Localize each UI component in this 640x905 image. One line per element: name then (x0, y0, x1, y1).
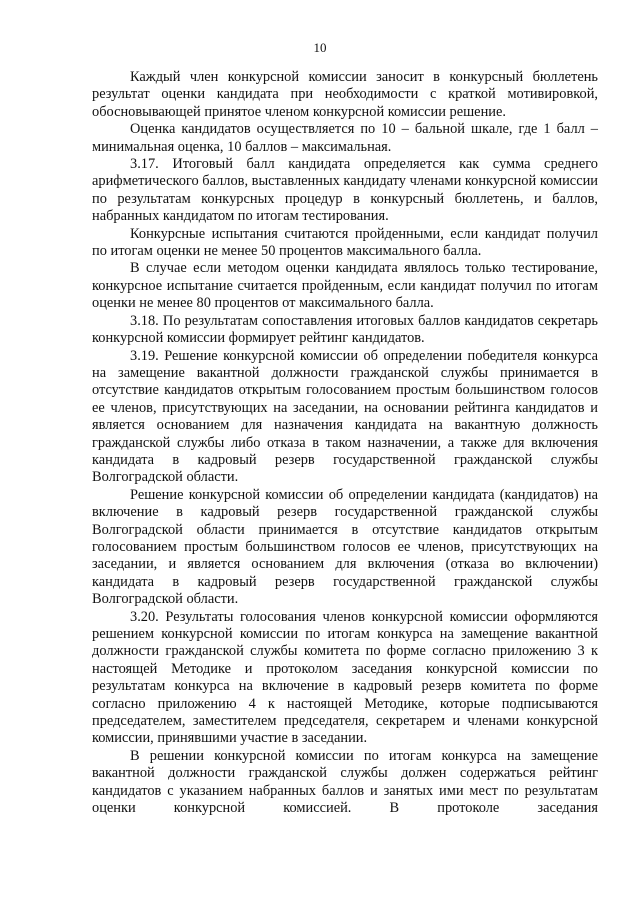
paragraph-member-ballot: Каждый член конкурсной комиссии заносит в конкурсный бюллетень результат оценки кандидата при необходимости с краткой мотивировкой, обосновывающей принятое членом конкурсной комиссии решение. (92, 69, 598, 120)
paragraph-reserve-decision: Решение конкурсной комиссии об определении кандидата (кандидатов) на включение в кадровый резерв государственной гражданской службы Волгоградской области принимается в отсутствие кандидатов открытым голосованием простым большинством голосов ее членов, присутствующих на заседании, и является основанием для включения (отказа во включении) кандидата в кадровый резерв государственной гражданской службы Волгоградской области. (92, 486, 598, 608)
paragraph-testing-threshold: В случае если методом оценки кандидата являлось только тестирование, конкурсное испытание считается пройденным, если кандидат получил по итогам оценки не менее 80 процентов от максимального балла. (92, 260, 598, 312)
paragraph-3-20-voting-results: 3.20. Результаты голосования членов конкурсной комиссии оформляются решением конкурсной комиссии по итогам конкурса на замещение вакантной должности гражданской службы комитета по форме согласно приложению 3 к настоящей Методике и протоколом заседания конкурсной комиссии по результатам конкурса на включение в кадровый резерв комитета по форме согласно приложению 4 к настоящей Методике, которые подписываются председателем, заместителем председателя, секретарем и членами конкурсной комиссии, принявшими участие в заседании. (92, 608, 598, 747)
paragraph-3-18-ranking: 3.18. По результатам сопоставления итоговых баллов кандидатов секретарь конкурсной комиссии формирует рейтинг кандидатов. (92, 312, 598, 347)
paragraph-pass-threshold: Конкурсные испытания считаются пройденными, если кандидат получил по итогам оценки не менее 50 процентов максимального балла. (92, 225, 598, 260)
paragraph-decision-content: В решении конкурсной комиссии по итогам конкурса на замещение вакантной должности гражданской службы должен содержаться рейтинг кандидатов с указанием набранных баллов и занятых ими мест по результатам оценки конкурсной комиссией. В протоколе заседания (92, 747, 598, 817)
paragraph-rating-scale: Оценка кандидатов осуществляется по 10 – бальной шкале, где 1 балл – минимальная оценка, 10 баллов – максимальная. (92, 121, 598, 155)
paragraph-3-19-winner-decision: 3.19. Решение конкурсной комиссии об определении победителя конкурса на замещение вакантной должности гражданской службы принимается в отсутствие кандидатов открытым голосованием простым большинством голосов ее членов, присутствующих на заседании, на основании рейтинга кандидатов и является основанием для назначения кандидата на вакантную должность гражданской службы либо отказа в таком назначении, а также для включения кандидата в кадровый резерв государственной гражданской службы Волгоградской области. (92, 347, 598, 486)
page-number: 10 (313, 40, 327, 55)
document-body (92, 69, 598, 817)
paragraph-3-17-final-score: 3.17. Итоговый балл кандидата определяется как сумма среднего арифметического баллов, выставленных кандидату членами конкурсной комиссии по результатам конкурсных процедур в конкурсный бюллетень, и баллов, набранных кандидатом по итогам тестирования. (92, 156, 598, 225)
